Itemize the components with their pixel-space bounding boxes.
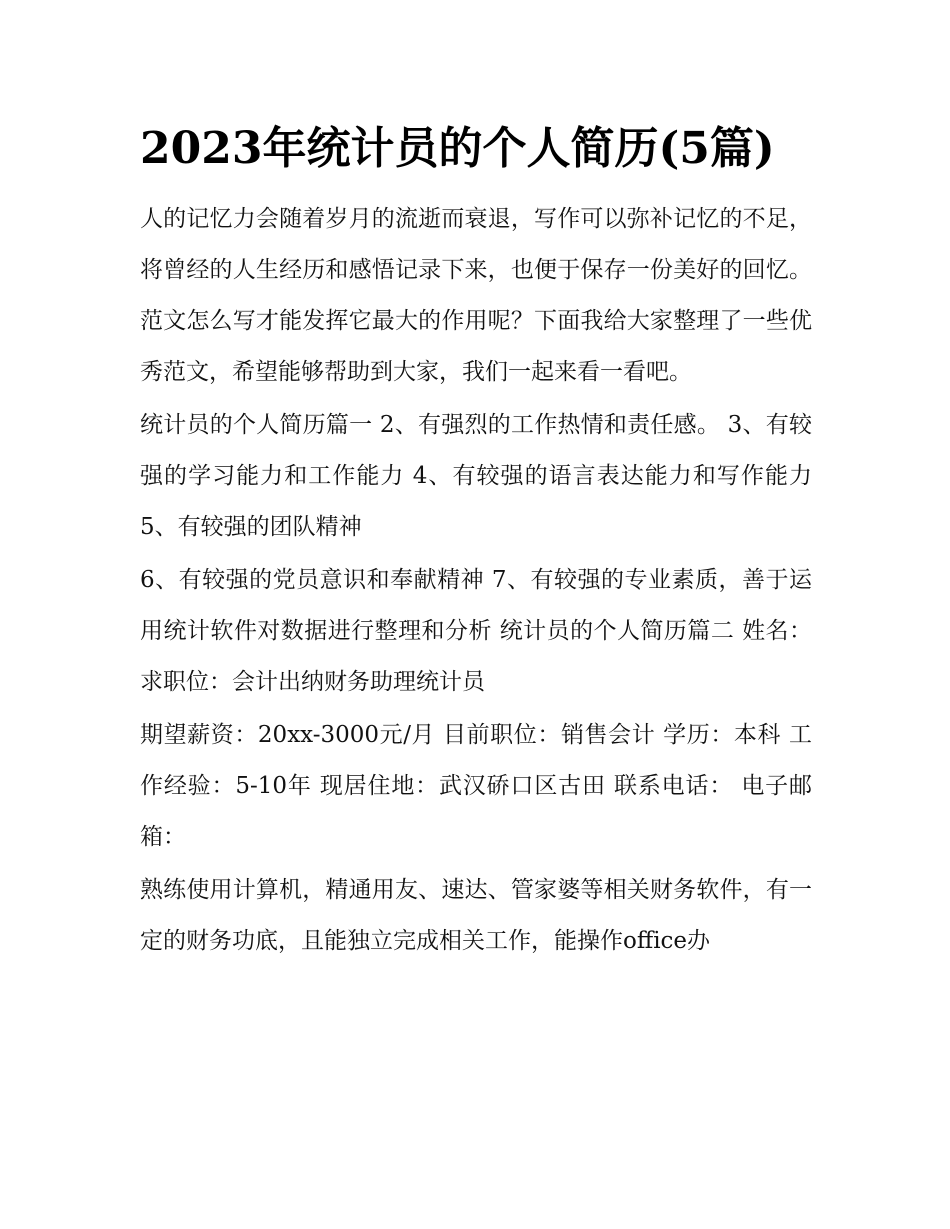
resume-two-basic-info-paragraph: 期望薪资：20xx-3000元/月 目前职位：销售会计 学历：本科 工作经验：5-10年 现居住地：武汉硚口区古田 联系电话： 电子邮箱：: [140, 722, 812, 850]
resume-one-skills-continued-paragraph: 6、有较强的党员意识和奉献精神 7、有较强的专业素质，善于运用统计软件对数据进行整理和分析 统计员的个人简历篇二 姓名： 求职位：会计出纳财务助理统计员: [140, 567, 812, 695]
resume-two-skills-paragraph: 熟练使用计算机，精通用友、速达、管家婆等相关财务软件，有一定的财务功底，且能独立完成相关工作，能操作office办: [140, 877, 812, 954]
resume-one-skills-paragraph: 统计员的个人简历篇一 2、有强烈的工作热情和责任感。 3、有较强的学习能力和工作能力 4、有较强的语言表达能力和写作能力 5、有较强的团队精神: [140, 412, 812, 540]
document-body: [140, 118, 812, 969]
intro-paragraph: 人的记忆力会随着岁月的流逝而衰退，写作可以弥补记忆的不足，将曾经的人生经历和感悟记录下来，也便于保存一份美好的回忆。范文怎么写才能发挥它最大的作用呢？下面我给大家整理了一些优秀范文，希望能够帮助到大家，我们一起来看一看吧。: [140, 206, 812, 385]
document-title: 2023年统计员的个人简历(5篇): [140, 123, 775, 174]
